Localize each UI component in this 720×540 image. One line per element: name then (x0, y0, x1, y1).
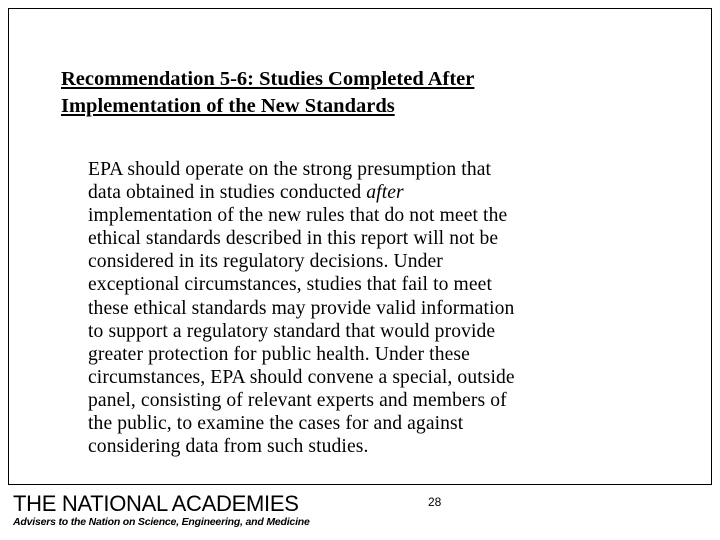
body-line-6: exceptional circumstances, studies that fail to meet (88, 274, 493, 296)
body-line-4: ethical standards described in this report will not be (88, 228, 499, 250)
body-line-10: circumstances, EPA should convene a special, outside (88, 366, 515, 388)
body-line-11: panel, consisting of relevant experts and members of (88, 389, 507, 411)
body-emphasis-after: after (366, 182, 404, 204)
slide-title (61, 66, 681, 120)
body-line-8: to support a regulatory standard that would provide (88, 320, 496, 342)
body-line-9: greater protection for public health. Under these (88, 343, 470, 365)
body-line-5: considered in its regulatory decisions. Under (88, 251, 443, 273)
body-line-2-text: data obtained in studies conducted (88, 182, 367, 204)
page-number: 28 (428, 495, 442, 509)
body-line-2 (88, 181, 688, 204)
national-academies-logo (13, 492, 310, 528)
logo-tagline: Advisers to the Nation on Science, Engineering, and Medicine (13, 516, 310, 528)
title-line-1: Recommendation 5-6: Studies Completed After (61, 68, 475, 90)
logo-main-text: THE NATIONAL ACADEMIES (13, 491, 299, 516)
body-line-13: considering data from such studies. (88, 436, 369, 458)
slide-body (88, 158, 688, 458)
body-line-3: implementation of the new rules that do not meet the (88, 205, 508, 227)
body-line-1: EPA should operate on the strong presumption that (88, 159, 492, 180)
body-line-7: these ethical standards may provide valid information (88, 297, 515, 319)
body-line-12: the public, to examine the cases for and against (88, 413, 464, 435)
title-line-2: Implementation of the New Standards (61, 95, 395, 117)
